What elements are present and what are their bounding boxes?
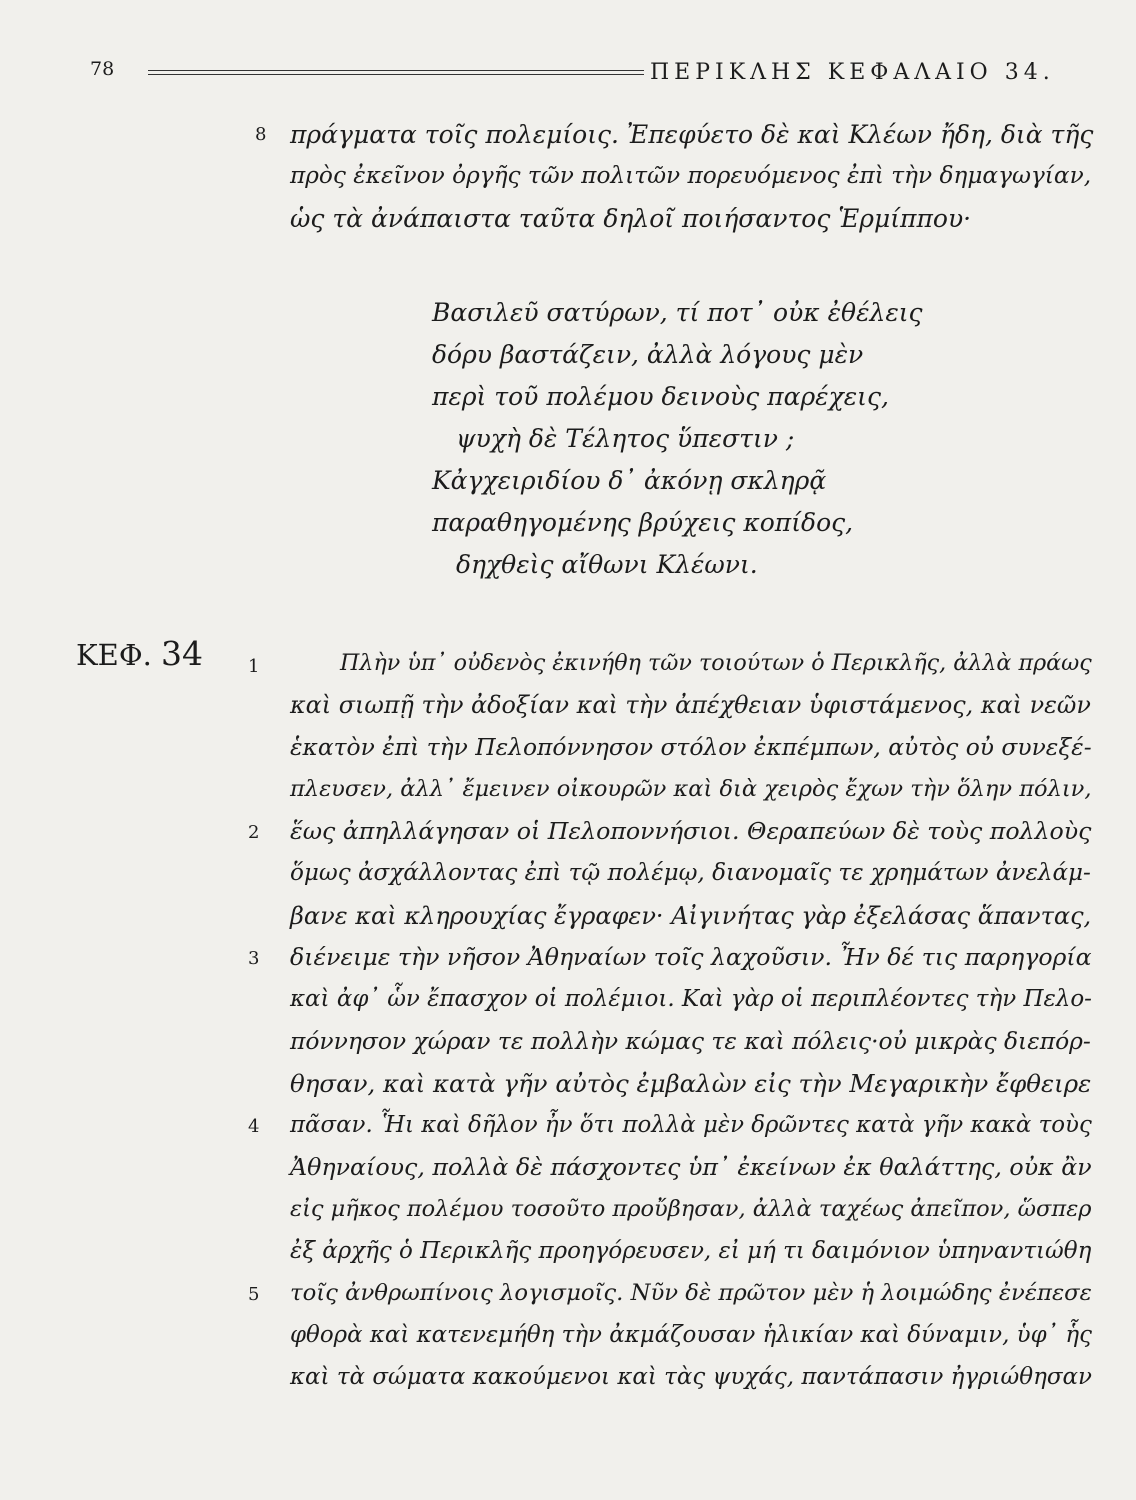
text-line: τοῖς ἀνθρωπίνοις λογισμοῖς. Νῦν δὲ πρῶτον μὲν ἡ λοιμώδης ἐνέπεσε	[290, 1280, 1092, 1306]
text-line: πόννησον χώραν τε πολλὴν κώμας τε καὶ πόλεις·οὐ μικρὰς διεπόρ-	[290, 1027, 1091, 1055]
text-line: διένειμε τὴν νῆσον Ἀθηναίων τοῖς λαχοῦσιν. Ἦν δέ τις παρηγορία	[290, 943, 1092, 971]
text-line: ἕως ἀπηλλάγησαν οἱ Πελοποννήσιοι. Θεραπεύων δὲ τοὺς πολλοὺς	[290, 817, 1092, 845]
running-title: ΠΕΡΙΚΛΗΣ ΚΕΦΑΛΑΙΟ 34.	[650, 60, 1055, 85]
page-number: 78	[90, 58, 115, 80]
text-line: καὶ σιωπῇ τὴν ἀδοξίαν καὶ τὴν ἀπέχθειαν ὑφιστάμενος, καὶ νεῶν	[290, 691, 1091, 719]
text-line: εἰς μῆκος πολέμου τοσοῦτο προὔβησαν, ἀλλὰ ταχέως ἀπεῖπον, ὥσπερ	[290, 1196, 1092, 1222]
line-number: 8	[255, 124, 267, 145]
line-number: 4	[248, 1116, 260, 1137]
text-line: καὶ τὰ σώματα κακούμενοι καὶ τὰς ψυχάς, παντάπασιν ἠγριώθησαν	[290, 1364, 1092, 1390]
line-number: 1	[248, 656, 260, 677]
verse-line: Κἀγχειριδίου δ᾽ ἀκόνῃ σκληρᾷ	[432, 466, 827, 495]
verse-line: περὶ τοῦ πολέμου δεινοὺς παρέχεις,	[432, 382, 889, 411]
verse-line: δηχθεὶς αἴθωνι Κλέωνι.	[456, 550, 758, 579]
text-line: ἑκατὸν ἐπὶ τὴν Πελοπόννησον στόλον ἐκπέμπων, αὐτὸς οὐ συνεξέ-	[290, 733, 1092, 761]
verse-line: δόρυ βαστάζειν, ἀλλὰ λόγους μὲν	[432, 340, 864, 369]
chapter-heading	[76, 634, 203, 673]
text-line: πράγματα τοῖς πολεμίοις. Ἐπεφύετο δὲ καὶ Κλέων ἤδη, διὰ τῆς	[290, 120, 1094, 149]
text-line: καὶ ἀφ᾽ ὧν ἔπασχον οἱ πολέμιοι. Καὶ γὰρ οἱ περιπλέοντες τὴν Πελο-	[290, 986, 1092, 1012]
text-line: ὡς τὰ ἀνάπαιστα ταῦτα δηλοῖ ποιήσαντος Ἑρμίππου·	[290, 204, 972, 233]
text-line: βανε καὶ κληρουχίας ἔγραφεν· Αἰγινήτας γὰρ ἐξελάσας ἅπαντας,	[290, 902, 1092, 930]
verse-line: παραθηγομένης βρύχεις κοπίδος,	[432, 508, 854, 537]
verse-line: Βασιλεῦ σατύρων, τί ποτ᾽ οὐκ ἐθέλεις	[432, 298, 923, 327]
text-line: πᾶσαν. Ἧι καὶ δῆλον ἦν ὅτι πολλὰ μὲν δρῶντες κατὰ γῆν κακὰ τοὺς	[290, 1112, 1092, 1138]
text-line: θησαν, καὶ κατὰ γῆν αὐτὸς ἐμβαλὼν εἰς τὴν Μεγαρικὴν ἔφθειρε	[290, 1069, 1092, 1098]
text-line: Ἀθηναίους, πολλὰ δὲ πάσχοντες ὑπ᾽ ἐκείνων ἐκ θαλάττης, οὐκ ἂν	[290, 1153, 1092, 1181]
text-line: πρὸς ἐκεῖνον ὀργῆς τῶν πολιτῶν πορευόμενος ἐπὶ τὴν δημαγωγίαν,	[290, 162, 1092, 189]
text-line: ἐξ ἀρχῆς ὁ Περικλῆς προηγόρευσεν, εἰ μή τι δαιμόνιον ὑπηναντιώθη	[290, 1238, 1092, 1264]
text-line: φθορὰ καὶ κατενεμήθη τὴν ἀκμάζουσαν ἡλικίαν καὶ δύναμιν, ὑφ᾽ ἧς	[290, 1322, 1092, 1348]
line-number: 3	[248, 948, 260, 969]
line-number: 5	[248, 1284, 260, 1305]
verse-line: ψυχὴ δὲ Τέλητος ὕπεστιν ;	[456, 424, 795, 453]
text-line: πλευσεν, ἀλλ᾽ ἔμεινεν οἰκουρῶν καὶ διὰ χειρὸς ἔχων τὴν ὅλην πόλιν,	[290, 776, 1092, 802]
chapter-label: ΚΕΦ.	[76, 638, 152, 672]
header-rule	[148, 70, 644, 75]
chapter-number: 34	[161, 634, 204, 673]
line-number: 2	[248, 822, 260, 843]
text-line: ὅμως ἀσχάλλοντας ἐπὶ τῷ πολέμῳ, διανομαῖς τε χρημάτων ἀνελάμ-	[290, 860, 1091, 886]
text-line: Πλὴν ὑπ᾽ οὐδενὸς ἐκινήθη τῶν τοιούτων ὁ Περικλῆς, ἀλλὰ πράως	[340, 650, 1092, 676]
page-header	[0, 0, 1136, 100]
